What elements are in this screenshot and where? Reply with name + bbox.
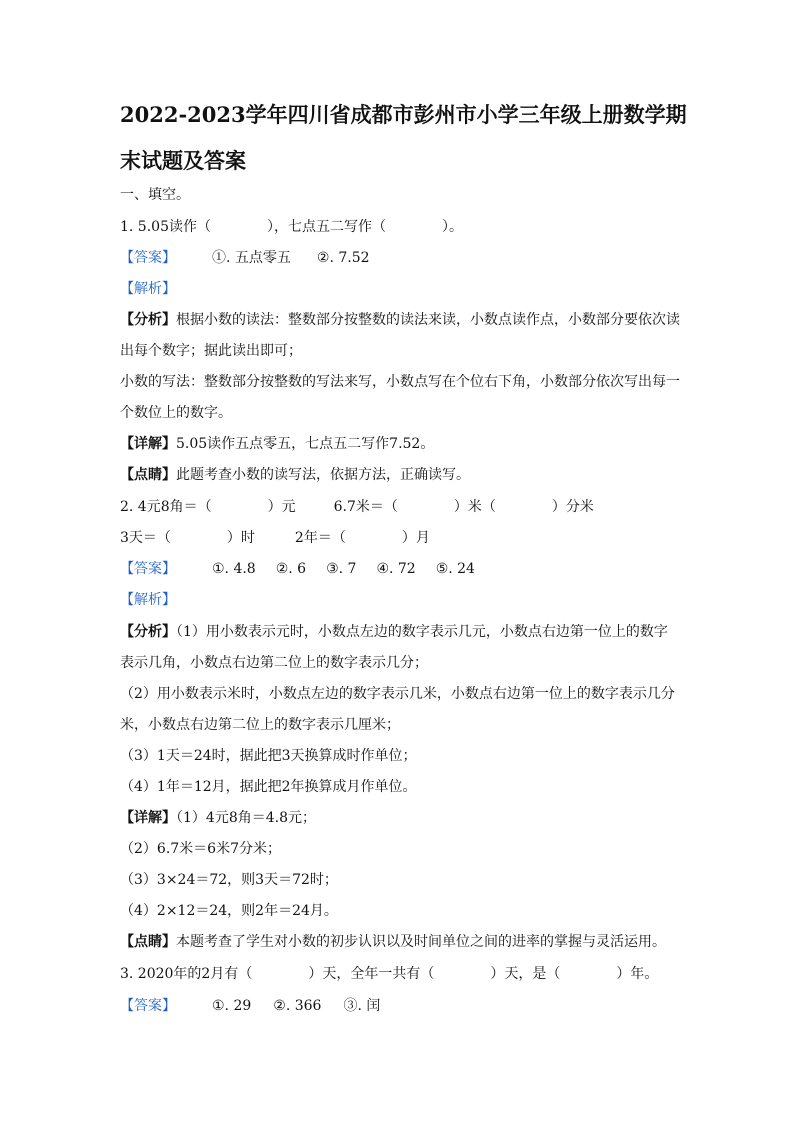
- q3-answer-row: [120, 998, 700, 1014]
- q2-detail-line-1: [120, 810, 700, 826]
- q1-answer-1: ①. 五点零五: [212, 250, 291, 266]
- q2-detail-line-4: （4）2×12＝24，则2年＝24月。: [120, 903, 338, 919]
- comment-tag: 【点睛】: [120, 467, 176, 483]
- q2-question-2b: 2年＝（ ）月: [294, 530, 430, 546]
- q2-answer-row: [120, 561, 700, 577]
- q1-answer-2: ②. 7.52: [316, 250, 370, 266]
- section-heading: 一、填空。: [120, 187, 190, 203]
- q2-fenxi-line-3: （2）用小数表示米时，小数点左边的数字表示几米，小数点右边第一位上的数字表示几分: [120, 686, 675, 702]
- q1-question: 1. 5.05读作（ ），七点五二写作（ ）。: [120, 219, 463, 235]
- q2-answer-1: ①. 4.8: [212, 561, 256, 577]
- q3-answer-2: ②. 366: [273, 998, 322, 1014]
- q2-detail-line-2: （2）6.7米＝6米7分米；: [120, 841, 281, 857]
- q3-answer-1: ①. 29: [212, 998, 252, 1014]
- q2-question-line-2: [120, 530, 700, 546]
- q1-comment-line: [120, 467, 700, 483]
- fenxi-tag: 【分析】: [120, 624, 176, 640]
- q1-comment-text: 此题考查小数的读写法，依据方法，正确读写。: [176, 467, 470, 483]
- q1-fenxi-line-2: 出每个数字；据此读出即可；: [120, 343, 302, 359]
- q2-detail-line-3: （3）3×24＝72，则3天＝72时；: [120, 872, 338, 888]
- q3-answer-3: ③. 闰: [343, 998, 381, 1014]
- q2-answer-4: ④. 72: [376, 561, 416, 577]
- q2-question-2a: 3天＝（ ）时: [120, 530, 255, 546]
- answer-tag: 【答案】: [120, 998, 176, 1014]
- fenxi-tag: 【分析】: [120, 312, 176, 328]
- q1-fenxi-line-4: 个数位上的数字。: [120, 405, 232, 421]
- q2-fenxi-text-1: （1）用小数表示元时，小数点左边的数字表示几元，小数点右边第一位上的数字: [176, 624, 668, 640]
- q2-comment-line: [120, 934, 700, 950]
- q2-question-line-1: [120, 499, 700, 515]
- q2-fenxi-line-4: 米，小数点右边第二位上的数字表示几厘米；: [120, 717, 400, 733]
- detail-tag: 【详解】: [120, 810, 176, 826]
- q2-answer-2: ②. 6: [275, 561, 307, 577]
- q2-comment-text: 本题考查了学生对小数的初步认识以及时间单位之间的进率的掌握与灵活运用。: [176, 934, 666, 950]
- q3-question: 3. 2020年的2月有（ ）天，全年一共有（ ）天，是（ ）年。: [120, 966, 659, 982]
- q1-fenxi-text-1: 根据小数的读法：整数部分按整数的读法来读，小数点读作点，小数部分要依次读: [176, 312, 680, 328]
- q2-fenxi-line-2: 表示几角，小数点右边第二位上的数字表示几分；: [120, 655, 428, 671]
- comment-tag: 【点睛】: [120, 934, 176, 950]
- answer-tag: 【答案】: [120, 561, 176, 577]
- q2-fenxi-line-5: （3）1天＝24时，据此把3天换算成时作单位；: [120, 748, 417, 764]
- analysis-tag: 【解析】: [120, 592, 176, 608]
- q2-question-1b: 6.7米＝（ ）米（ ）分米: [333, 499, 594, 515]
- detail-tag: 【详解】: [120, 436, 176, 452]
- answer-tag: 【答案】: [120, 250, 176, 266]
- q1-fenxi-line-1: [120, 312, 700, 328]
- document-title-line-1: 2022-2023学年四川省成都市彭州市小学三年级上册数学期: [120, 102, 687, 127]
- analysis-tag: 【解析】: [120, 281, 176, 297]
- q1-answer-row: [120, 250, 700, 266]
- document-title-line-2: 末试题及答案: [120, 148, 246, 173]
- q2-fenxi-line-1: [120, 624, 700, 640]
- q1-analysis-tag: [120, 281, 700, 297]
- q1-fenxi-line-3: 小数的写法：整数部分按整数的写法来写，小数点写在个位右下角，小数部分依次写出每一: [120, 374, 680, 390]
- q2-answer-3: ③. 7: [326, 561, 357, 577]
- q2-analysis-tag: [120, 592, 700, 608]
- q1-detail-line: [120, 436, 700, 452]
- q2-detail-text-1: （1）4元8角＝4.8元；: [176, 810, 316, 826]
- q2-question-1a: 2. 4元8角＝（ ）元: [120, 499, 296, 515]
- q1-detail-text: 5.05读作五点零五，七点五二写作7.52。: [176, 436, 435, 452]
- q2-answer-5: ⑤. 24: [435, 561, 475, 577]
- q2-fenxi-line-6: （4）1年＝12月，据此把2年换算成月作单位。: [120, 779, 417, 795]
